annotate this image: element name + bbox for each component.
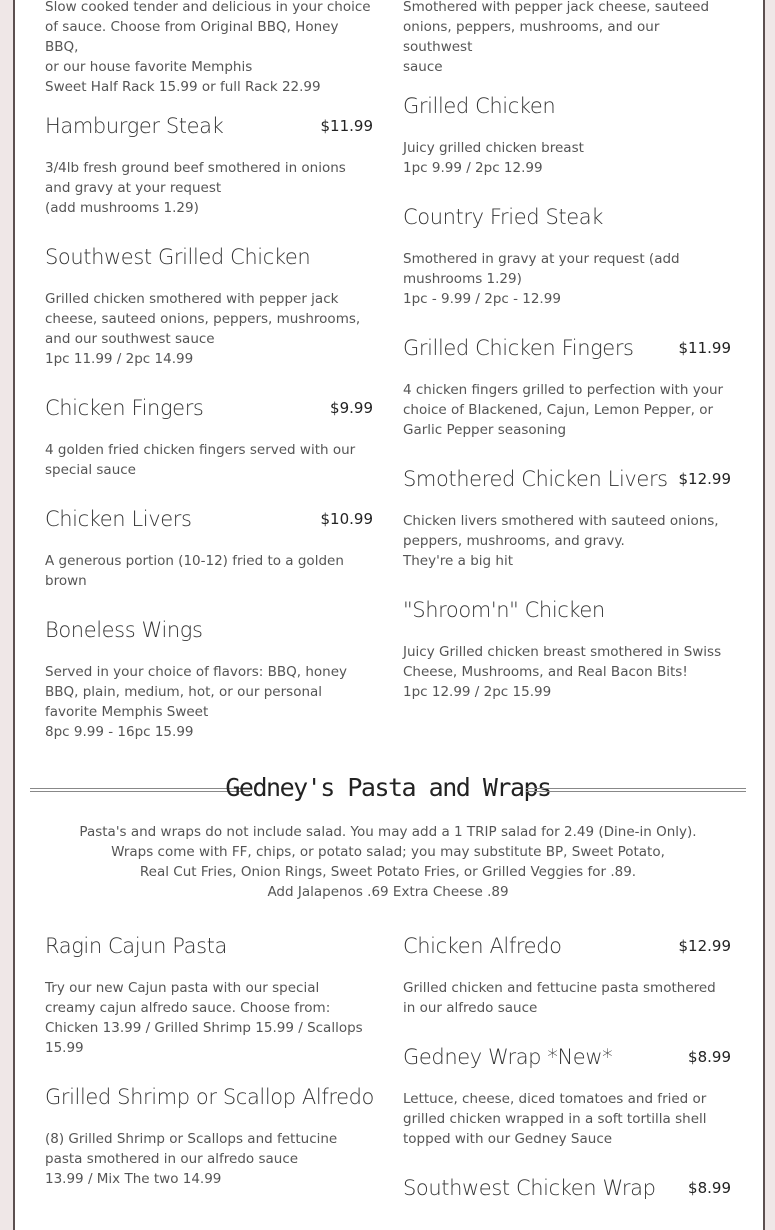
menu-item-name: Smothered Chicken Livers <box>403 467 668 491</box>
menu-item-description: Chicken 13.99 / Grilled Shrimp 15.99 / Scallops 15.99 <box>45 1020 363 1056</box>
partial-item-description-right <box>403 0 731 77</box>
menu-item-description: A generous portion (10-12) fried to a golden brown <box>45 553 344 589</box>
section-note <box>30 822 746 902</box>
menu-item-description: Lettuce, cheese, diced tomatoes and fried or grilled chicken wrapped in a soft tortilla shell topped with our Gedney Sauce <box>403 1091 707 1147</box>
menu-item-description: They're a big hit <box>403 553 514 569</box>
menu-item-price: $10.99 <box>320 510 373 528</box>
menu-item-price: $8.99 <box>688 1179 731 1197</box>
menu-item-description: Juicy grilled chicken breast <box>403 140 584 156</box>
menu-item-description: 1pc - 9.99 / 2pc - 12.99 <box>403 291 561 307</box>
menu-item-description: Chicken livers smothered with sauteed onions, peppers, mushrooms, and gravy. <box>403 513 719 549</box>
menu-item <box>45 1081 373 1189</box>
menu-item-description: Grilled chicken smothered with pepper jack cheese, sauteed onions, peppers, mushrooms, and our southwest sauce <box>45 291 361 347</box>
menu-item <box>403 90 731 178</box>
menu-item-name: Gedney Wrap *New* <box>403 1045 613 1069</box>
section-header <box>30 768 746 808</box>
menu-item-name: Boneless Wings <box>45 618 203 642</box>
menu-item-price: $11.99 <box>320 117 373 135</box>
menu-item-description: 4 chicken fingers grilled to perfection with your choice of Blackened, Cajun, Lemon Pepper, or Garlic Pepper seasoning <box>403 382 724 438</box>
menu-item-description: (add mushrooms 1.29) <box>45 200 199 216</box>
menu-item <box>403 201 731 309</box>
menu-item-description: 4 golden fried chicken fingers served with our special sauce <box>45 442 356 478</box>
section-note-line: Real Cut Fries, Onion Rings, Sweet Potato Fries, or Grilled Veggies for .89. <box>139 864 637 880</box>
desc-line: Slow cooked tender and delicious in your choice <box>45 0 371 15</box>
menu-item-description: Juicy Grilled chicken breast smothered in Swiss Cheese, Mushrooms, and Real Bacon Bits! <box>403 644 722 680</box>
menu-item-description: Smothered in gravy at your request (add mushrooms 1.29) <box>403 251 680 287</box>
menu-item-name: Grilled Chicken <box>403 94 556 118</box>
desc-line: Smothered with pepper jack cheese, sauteed <box>403 0 710 15</box>
menu-item <box>403 930 731 1018</box>
menu-item-description: Try our new Cajun pasta with our special creamy cajun alfredo sauce. Choose from: <box>45 980 331 1016</box>
menu-item <box>403 332 731 440</box>
section-note-line: Wraps come with FF, chips, or potato salad; you may substitute BP, Sweet Potato, <box>111 844 665 860</box>
menu-item-description: (8) Grilled Shrimp or Scallops and fettucine pasta smothered in our alfredo sauce <box>45 1131 338 1167</box>
menu-item-description: 8pc 9.99 - 16pc 15.99 <box>45 724 194 740</box>
menu-item-description: 1pc 9.99 / 2pc 12.99 <box>403 160 543 176</box>
menu-item-description: 13.99 / Mix The two 14.99 <box>45 1171 222 1187</box>
menu-item-name: Southwest Chicken Wrap <box>403 1176 656 1200</box>
desc-line: or our house favorite Memphis <box>45 59 253 75</box>
section-divider-right <box>526 788 746 792</box>
menu-item <box>45 503 373 591</box>
desc-line: onions, peppers, mushrooms, and our southwest <box>403 19 660 55</box>
menu-item-description: 1pc 12.99 / 2pc 15.99 <box>403 684 552 700</box>
partial-item-description-left <box>45 0 373 97</box>
menu-item <box>45 110 373 218</box>
menu-item-name: Hamburger Steak <box>45 114 224 138</box>
section-title: Gedney's Pasta and Wraps <box>225 773 551 802</box>
desc-line: of sauce. Choose from Original BBQ, Honey BBQ, <box>45 19 339 55</box>
menu-item-name: Country Fried Steak <box>403 205 603 229</box>
desc-line: sauce <box>403 59 443 75</box>
menu-item-price: $11.99 <box>678 339 731 357</box>
menu-item-description: Served in your choice of flavors: BBQ, honey BBQ, plain, medium, hot, or our personal favorite Memphis Sweet <box>45 664 347 720</box>
menu-item-name: Chicken Alfredo <box>403 934 562 958</box>
menu-item <box>45 241 373 369</box>
section-note-line: Pasta's and wraps do not include salad. You may add a 1 TRIP salad for 2.49 (Dine-in Only). <box>79 824 697 840</box>
menu-item <box>403 463 731 571</box>
section-note-line: Add Jalapenos .69 Extra Cheese .89 <box>267 884 509 900</box>
menu-item-price: $12.99 <box>678 937 731 955</box>
desc-line: Sweet Half Rack 15.99 or full Rack 22.99 <box>45 79 321 95</box>
menu-item <box>403 1041 731 1149</box>
menu-item-description: 1pc 11.99 / 2pc 14.99 <box>45 351 194 367</box>
menu-item-name: "Shroom'n" Chicken <box>403 598 605 622</box>
menu-item-description: 3/4lb fresh ground beef smothered in onions and gravy at your request <box>45 160 346 196</box>
menu-item-name: Ragin Cajun Pasta <box>45 934 227 958</box>
menu-item-name: Chicken Fingers <box>45 396 204 420</box>
menu-item-price: $9.99 <box>330 399 373 417</box>
menu-item-price: $8.99 <box>688 1048 731 1066</box>
menu-item <box>45 930 373 1058</box>
menu-item-name: Chicken Livers <box>45 507 192 531</box>
menu-item <box>403 594 731 702</box>
menu-item-price: $12.99 <box>678 470 731 488</box>
menu-item <box>45 614 373 742</box>
menu-item-name: Southwest Grilled Chicken <box>45 245 311 269</box>
menu-item-name: Grilled Chicken Fingers <box>403 336 634 360</box>
menu-item <box>403 1172 731 1204</box>
menu-item <box>45 392 373 480</box>
menu-item-description: Grilled chicken and fettucine pasta smothered in our alfredo sauce <box>403 980 716 1016</box>
menu-item-name: Grilled Shrimp or Scallop Alfredo <box>45 1085 374 1109</box>
